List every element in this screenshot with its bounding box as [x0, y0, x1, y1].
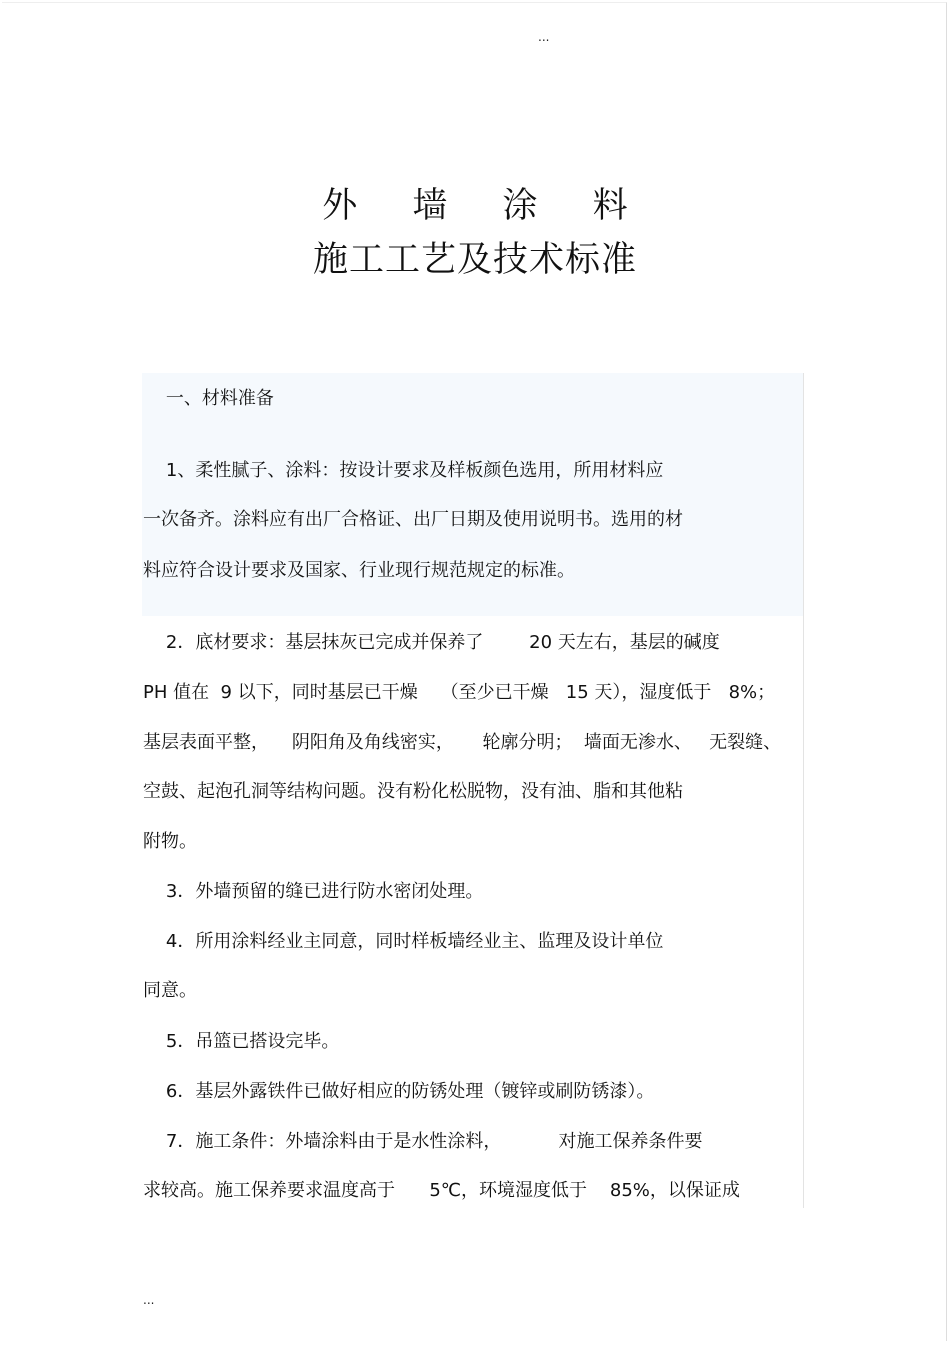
body-line: 附物。	[143, 831, 197, 852]
body-line: 同意。	[143, 980, 197, 1001]
body-line: 1、柔性腻子、涂料：按设计要求及样板颜色选用，所用材料应	[143, 460, 664, 481]
body-line: 基层表面平整， 阴阳角及角线密实， 轮廓分明； 墙面无渗水、 无裂缝、	[143, 732, 782, 753]
footer-ellipsis: ...	[143, 1293, 155, 1307]
body-line: 6．基层外露铁件已做好相应的防锈处理（镀锌或刷防锈漆）。	[143, 1081, 655, 1102]
body-line: 空鼓、起泡孔洞等结构问题。没有粉化松脱物，没有油、脂和其他粘	[143, 781, 683, 802]
body-line: 3．外墙预留的缝已进行防水密闭处理。	[143, 881, 484, 902]
header-ellipsis: ...	[538, 30, 550, 44]
body-line: 2．底材要求：基层抹灰已完成并保养了 20 天左右，基层的碱度	[143, 632, 720, 653]
body-line: 求较高。施工保养要求温度高于 5℃，环境湿度低于 85%，以保证成	[143, 1180, 740, 1201]
document-subtitle: 施工工艺及技术标准	[312, 240, 637, 280]
body-line: 7．施工条件：外墙涂料由于是水性涂料， 对施工保养条件要	[143, 1131, 703, 1152]
right-margin-line	[803, 373, 804, 1208]
section-heading: 一、材料准备	[143, 388, 274, 409]
body-line: 料应符合设计要求及国家、行业现行规范规定的标准。	[143, 560, 575, 581]
body-line: PH 值在 9 以下，同时基层已干燥 （至少已干燥 15 天），湿度低于 8%；	[143, 682, 776, 703]
body-line: 4．所用涂料经业主同意，同时样板墙经业主、监理及设计单位	[143, 931, 664, 952]
document-title: 外 墙 涂 料	[322, 186, 650, 226]
body-line: 一次备齐。涂料应有出厂合格证、出厂日期及使用说明书。选用的材	[143, 509, 683, 530]
body-line: 5．吊篮已搭设完毕。	[143, 1031, 340, 1052]
